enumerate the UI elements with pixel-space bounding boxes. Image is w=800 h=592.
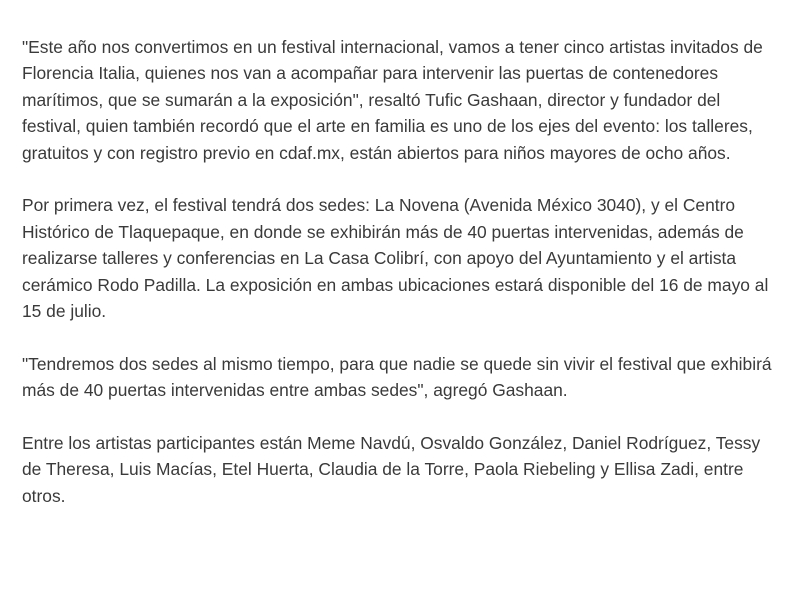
- paragraph-venues: Por primera vez, el festival tendrá dos sedes: La Novena (Avenida México 3040), y el Centro Histórico de Tlaquepaque, en donde se exhibirán más de 40 puertas intervenidas, además de realizarse talleres y conferencias en La Casa Colibrí, con apoyo del Ayuntamiento y el artista cerámico Rodo Padilla. La exposición en ambas ubicaciones estará disponible del 16 de mayo al 15 de julio.: [22, 195, 769, 322]
- paragraph-intro-quote: "Este año nos convertimos en un festival internacional, vamos a tener cinco artistas invitados de Florencia Italia, quienes nos van a acompañar para intervenir las puertas de contenedores marítimos, que se sumarán a la exposición", resaltó Tufic Gashaan, director y fundador del festival, quien también recordó que el arte en familia es uno de los ejes del evento: los talleres, gratuitos y con registro previo en cdaf.mx, están abiertos para niños mayores de ocho años.: [22, 37, 763, 163]
- article-body: [22, 34, 782, 509]
- paragraph-second-quote: "Tendremos dos sedes al mismo tiempo, para que nadie se quede sin vivir el festival que exhibirá más de 40 puertas intervenidas entre ambas sedes", agregó Gashaan.: [22, 353, 772, 401]
- paragraph-artists: Entre los artistas participantes están Meme Navdú, Osvaldo González, Daniel Rodríguez, Tessy de Theresa, Luis Macías, Etel Huerta, Claudia de la Torre, Paola Riebeling y Ellisa Zadi, entre otros.: [22, 433, 761, 506]
